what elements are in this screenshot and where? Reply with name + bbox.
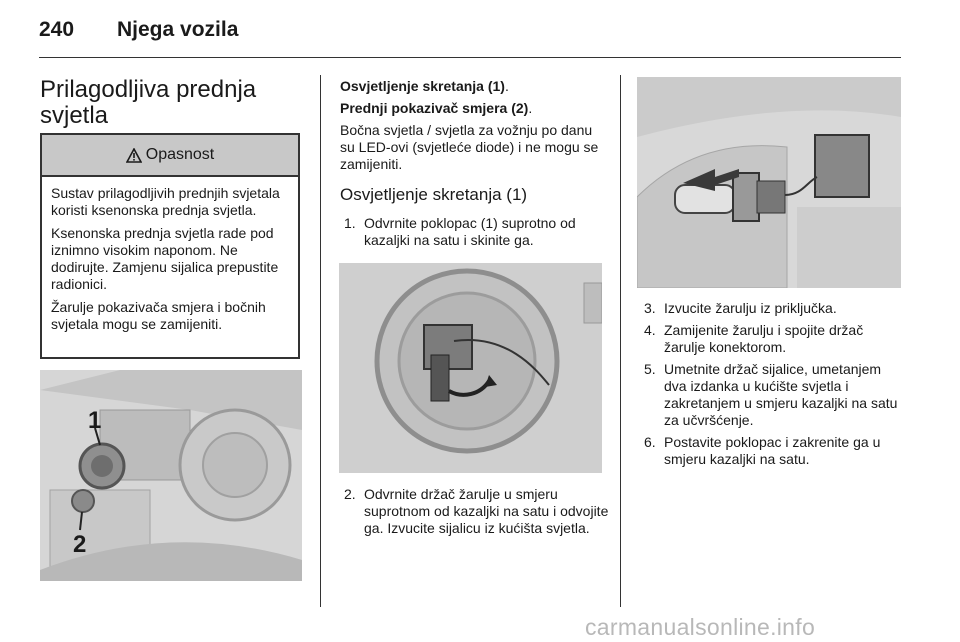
warning-body (42, 177, 298, 333)
warning-paragraph: Ksenonska prednja svjetla rade pod iznimno visokim naponom. Ne dodirujte. Zamjenu sijalica prepustite radionici. (51, 225, 279, 292)
step-item (640, 361, 902, 429)
steps-list-a (340, 215, 610, 249)
steps-list-c (640, 300, 902, 468)
step-item (640, 322, 902, 356)
column-2 (340, 78, 610, 249)
step-item (340, 486, 610, 537)
step-number: 3. (644, 300, 656, 316)
warning-box (40, 133, 300, 359)
warning-paragraph: Žarulje pokazivača smjera i bočnih svjetala mogu se zamijeniti. (51, 299, 266, 332)
headlamp-rear-photo (40, 370, 302, 581)
lamp-line-2 (340, 100, 610, 117)
warning-title: Opasnost (145, 146, 215, 163)
step-number: 6. (644, 434, 656, 450)
step-text: Zamijenite žarulju i spojite držač žarulje konektorom. (664, 322, 864, 355)
led-note: Bočna svjetla / svjetla za vožnju po danu su LED-ovi (svjetleće diode) i ne mogu se zamijeniti. (340, 122, 599, 172)
step-item (640, 434, 902, 468)
step-text: Umetnite držač sijalice, umetanjem dva izdanka u kućište svjetla i zakretanjem u smjeru kazaljki na satu za učvršćenje. (664, 361, 898, 428)
warning-paragraph: Sustav prilagodljivih prednjih svjetala koristi ksenonska prednja svjetla. (51, 185, 280, 218)
step-number: 5. (644, 361, 656, 377)
step-text: Odvrnite poklopac (1) suprotno od kazaljki na satu i skinite ga. (364, 215, 576, 248)
column-divider-2 (620, 75, 621, 607)
bulb-holder-photo (339, 263, 602, 473)
step-item (640, 300, 902, 317)
lamp-line-1-text: Osvjetljenje skretanja (1) (340, 78, 505, 94)
warning-triangle-icon (126, 148, 142, 163)
column-3 (640, 300, 902, 468)
step-text: Odvrnite držač žarulje u smjeru suprotnom od kazaljki na satu i odvojite ga. Izvucite sijalicu iz kućišta svjetla. (364, 486, 609, 536)
section-title: Njega vozila (117, 18, 239, 41)
step-item (340, 215, 610, 249)
subheading-cornering-light: Osvjetljenje skretanja (1) (340, 185, 528, 204)
column-divider-1 (320, 75, 321, 607)
page-title: Prilagodljiva prednja svjetla (40, 76, 257, 129)
callout-1-label: 1 (88, 407, 102, 434)
step-number: 2. (344, 486, 356, 502)
lamp-line-1-period: . (504, 78, 509, 94)
watermark: carmanualsonline.info (585, 614, 816, 640)
header-rule (39, 57, 901, 58)
step-text: Postavite poklopac i zakrenite ga u smjeru kazaljki na satu. (664, 434, 881, 467)
lamp-line-2-period: . (528, 100, 533, 116)
lamp-line-2-text: Prednji pokazivač smjera (2) (340, 100, 529, 116)
column-2-lower (340, 486, 610, 537)
bulb-removal-photo (637, 77, 901, 288)
steps-list-b (340, 486, 610, 537)
step-number: 1. (344, 215, 356, 231)
callout-2-label: 2 (73, 531, 87, 558)
page-number: 240 (39, 18, 75, 41)
step-text: Izvucite žarulju iz priključka. (664, 300, 837, 316)
warning-header (42, 135, 298, 177)
step-number: 4. (644, 322, 656, 338)
lamp-line-1 (340, 78, 610, 95)
